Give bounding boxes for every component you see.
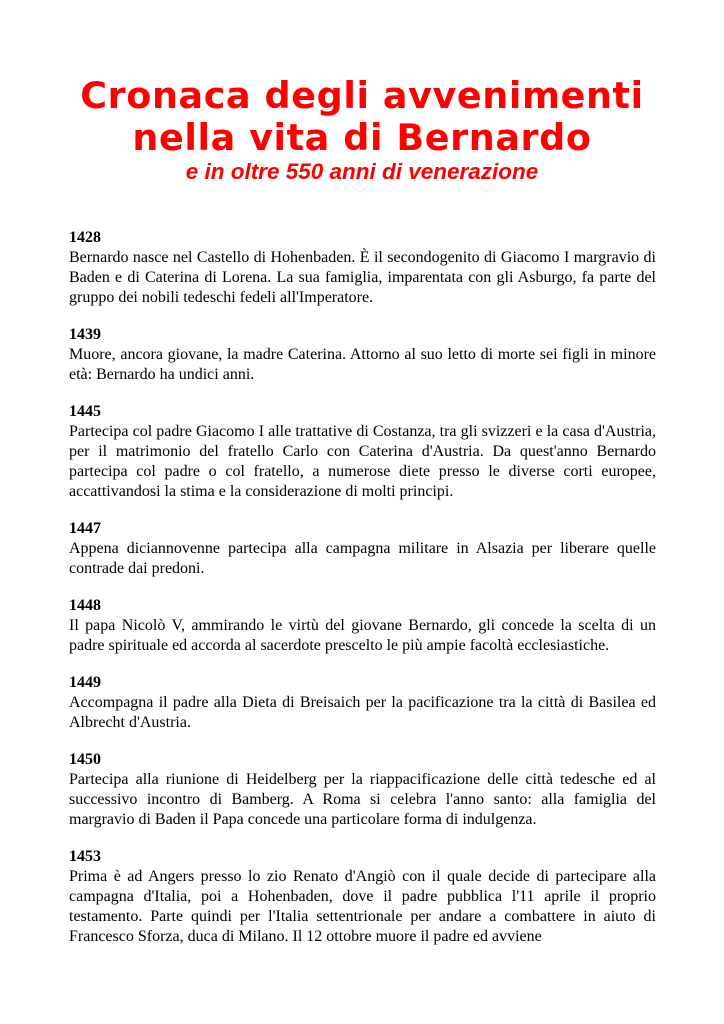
entry-text: Il papa Nicolò V, ammirando le virtù del giovane Bernardo, gli concede la scelta di un padre spirituale ed accorda al sacerdote prescelto le più ampie facoltà ecclesiastiche. <box>69 617 656 654</box>
entry-text: Appena diciannovenne partecipa alla campagna militare in Alsazia per liberare quelle contrade dai predoni. <box>69 540 656 577</box>
entry-year: 1428 <box>69 229 101 246</box>
entry-text: Prima è ad Angers presso lo zio Renato d'Angiò con il quale decide di partecipare alla campagna d'Italia, poi a Hohenbaden, dove il padre pubblica l'11 aprile il proprio testamento. Parte quindi per l'Italia settentrionale per andare a combattere in aiuto di Francesco Sforza, duca di Milano. Il 12 ottobre muore il padre ed avviene <box>69 868 656 945</box>
entry-year: 1439 <box>69 326 101 343</box>
subtitle: e in oltre 550 anni di venerazione <box>185 159 539 184</box>
entry-year: 1449 <box>69 674 101 691</box>
chronology-entry <box>69 519 656 579</box>
entry-text: Partecipa col padre Giacomo I alle trattative di Costanza, tra gli svizzeri e la casa d'Austria, per il matrimonio del fratello Carlo con Caterina d'Austria. Da quest'anno Bernardo partecipa col padre o col fratello, a numerose diete presso le diverse corti europee, accattivandosi la stima e la considerazione di molti principi. <box>69 423 656 500</box>
entry-text: Partecipa alla riunione di Heidelberg per la riappacificazione delle città tedesche ed al successivo incontro di Bamberg. A Roma si celebra l'anno santo: alla famiglia del margravio di Baden il Papa concede una particolare forma di indulgenza. <box>69 771 656 828</box>
title-line-2: nella vita di Bernardo <box>132 116 592 159</box>
entry-text: Bernardo nasce nel Castello di Hohenbaden. È il secondogenito di Giacomo I margravio di Baden e di Caterina di Lorena. La sua famiglia, imparentata con gli Asburgo, fa parte del gruppo dei nobili tedeschi fedeli all'Imperatore. <box>69 249 656 306</box>
chronology-entry <box>69 325 656 385</box>
chronology-entry <box>69 673 656 733</box>
chronology-entry <box>69 228 656 308</box>
entry-year: 1447 <box>69 520 101 537</box>
entry-text: Accompagna il padre alla Dieta di Breisaich per la pacificazione tra la città di Basilea ed Albrecht d'Austria. <box>69 694 656 731</box>
chronology-entry <box>69 596 656 656</box>
chronology-entry <box>69 847 656 947</box>
entry-year: 1453 <box>69 848 101 865</box>
entry-year: 1448 <box>69 597 101 614</box>
entry-text: Muore, ancora giovane, la madre Caterina. Attorno al suo letto di morte sei figli in minore età: Bernardo ha undici anni. <box>69 346 656 383</box>
chronology-list <box>69 228 656 964</box>
title-line-1: Cronaca degli avvenimenti <box>80 74 644 117</box>
entry-year: 1445 <box>69 403 101 420</box>
chronology-entry <box>69 750 656 830</box>
entry-year: 1450 <box>69 751 101 768</box>
chronology-entry <box>69 402 656 502</box>
